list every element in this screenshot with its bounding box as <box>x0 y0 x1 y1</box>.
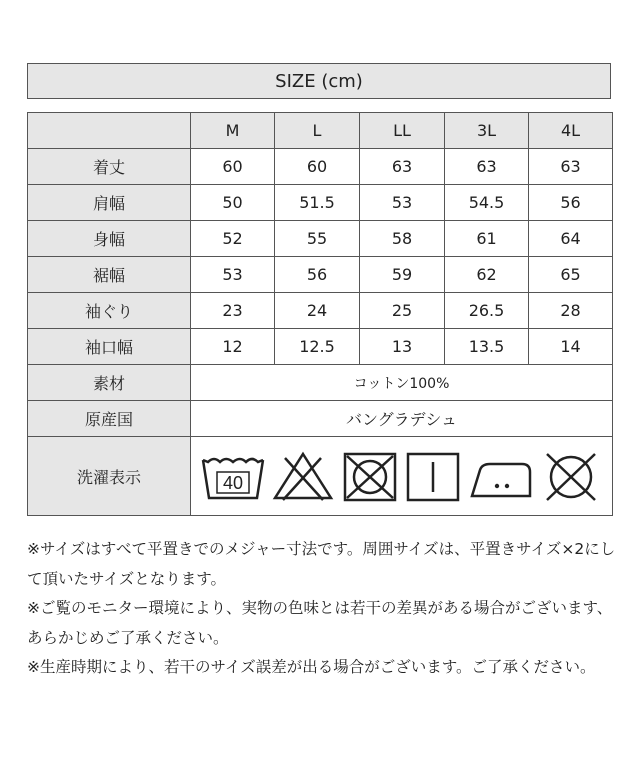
row-label: 身幅 <box>28 221 191 257</box>
size-table <box>27 112 613 516</box>
material-value: コットン100% <box>191 365 613 401</box>
care-icons-cell <box>191 437 613 516</box>
size-header-l: L <box>275 113 360 149</box>
table-cell: 26.5 <box>445 293 529 329</box>
table-cell: 65 <box>529 257 613 293</box>
no-bleach-icon <box>271 448 335 504</box>
table-row <box>28 221 613 257</box>
size-header-m: M <box>191 113 275 149</box>
table-cell: 12 <box>191 329 275 365</box>
care-label: 洗濯表示 <box>28 437 191 516</box>
table-cell: 58 <box>360 221 445 257</box>
note-monitor-color: ※ご覧のモニター環境により、実物の色味とは若干の差異がある場合がございます、あらかじめご了承ください。 <box>27 599 613 647</box>
table-cell: 50 <box>191 185 275 221</box>
table-cell: 55 <box>275 221 360 257</box>
table-cell: 53 <box>360 185 445 221</box>
care-row <box>28 437 613 516</box>
size-title: SIZE (cm) <box>27 63 611 99</box>
table-cell: 60 <box>191 149 275 185</box>
size-header-3l: 3L <box>445 113 529 149</box>
table-cell: 13.5 <box>445 329 529 365</box>
table-cell: 52 <box>191 221 275 257</box>
table-row <box>28 185 613 221</box>
row-label: 肩幅 <box>28 185 191 221</box>
table-cell: 62 <box>445 257 529 293</box>
table-row <box>28 293 613 329</box>
material-label: 素材 <box>28 365 191 401</box>
table-cell: 59 <box>360 257 445 293</box>
table-cell: 53 <box>191 257 275 293</box>
table-cell: 63 <box>360 149 445 185</box>
table-cell: 13 <box>360 329 445 365</box>
table-cell: 54.5 <box>445 185 529 221</box>
material-row <box>28 365 613 401</box>
table-cell: 64 <box>529 221 613 257</box>
notes <box>27 535 617 683</box>
table-cell: 63 <box>529 149 613 185</box>
table-cell: 24 <box>275 293 360 329</box>
table-cell: 56 <box>529 185 613 221</box>
iron-medium-icon <box>468 448 534 504</box>
table-cell: 63 <box>445 149 529 185</box>
header-empty-cell <box>28 113 191 149</box>
note-size-measure: ※サイズはすべて平置きでのメジャー寸法です。周囲サイズは、平置きサイズ×2にして頂いたサイズとなります。 <box>27 540 616 588</box>
table-cell: 25 <box>360 293 445 329</box>
table-row <box>28 329 613 365</box>
table-cell: 12.5 <box>275 329 360 365</box>
no-tumble-dry-icon <box>341 448 399 504</box>
table-row <box>28 257 613 293</box>
table-cell: 61 <box>445 221 529 257</box>
size-header-4l: 4L <box>529 113 613 149</box>
row-label: 裾幅 <box>28 257 191 293</box>
table-row <box>28 149 613 185</box>
table-cell: 51.5 <box>275 185 360 221</box>
table-cell: 28 <box>529 293 613 329</box>
wash-temp-label: 40 <box>222 473 243 493</box>
note-production-period: ※生産時期により、若干のサイズ誤差が出る場合がございます。ご了承ください。 <box>27 658 596 676</box>
origin-row <box>28 401 613 437</box>
origin-value: バングラデシュ <box>191 401 613 437</box>
care-icons <box>191 437 612 515</box>
no-dry-clean-icon <box>539 448 603 504</box>
size-header-row <box>28 113 613 149</box>
row-label: 袖口幅 <box>28 329 191 365</box>
table-cell: 56 <box>275 257 360 293</box>
line-dry-icon <box>404 448 462 504</box>
table-cell: 14 <box>529 329 613 365</box>
row-label: 袖ぐり <box>28 293 191 329</box>
origin-label: 原産国 <box>28 401 191 437</box>
table-cell: 60 <box>275 149 360 185</box>
row-label: 着丈 <box>28 149 191 185</box>
wash-40-icon <box>200 448 266 504</box>
table-cell: 23 <box>191 293 275 329</box>
size-header-ll: LL <box>360 113 445 149</box>
